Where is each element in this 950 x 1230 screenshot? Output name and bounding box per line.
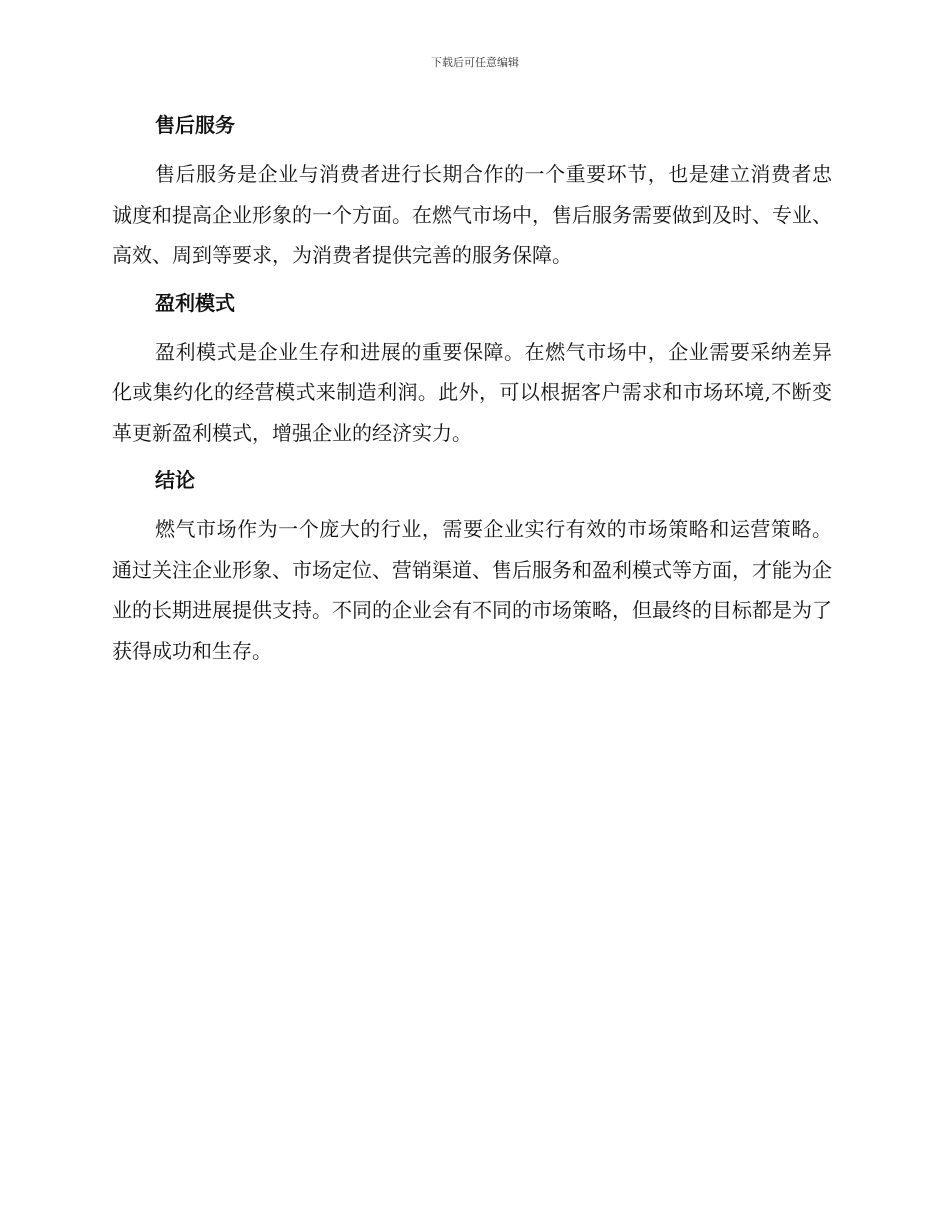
section-paragraph: 燃气市场作为一个庞大的行业，需要企业实行有效的市场策略和运营策略。通过关注企业形象、市场定位、营销渠道、售后服务和盈利模式等方面，才能为企业的长期进展提供支持。不同的企业会有不同的市场策略，但最终的目标都是为了获得成功和生存。 bbox=[112, 517, 832, 663]
section-profit-model bbox=[112, 288, 832, 454]
section-after-sales bbox=[112, 110, 832, 276]
section-heading: 盈利模式 bbox=[155, 290, 235, 315]
document-body bbox=[112, 110, 832, 683]
section-heading: 售后服务 bbox=[155, 113, 235, 137]
section-conclusion bbox=[112, 465, 832, 671]
section-paragraph: 盈利模式是企业生存和进展的重要保障。在燃气市场中，企业需要采纳差异化或集约化的经营模式来制造利润。此外，可以根据客户需求和市场环境,不断变革更新盈利模式，增强企业的经济实力。 bbox=[112, 339, 832, 445]
section-heading: 结论 bbox=[155, 468, 195, 492]
section-paragraph: 售后服务是企业与消费者进行长期合作的一个重要环节，也是建立消费者忠诚度和提高企业形象的一个方面。在燃气市场中，售后服务需要做到及时、专业、高效、周到等要求，为消费者提供完善的服务保障。 bbox=[112, 162, 832, 267]
page-header: 下载后可任意编辑 bbox=[431, 56, 519, 69]
